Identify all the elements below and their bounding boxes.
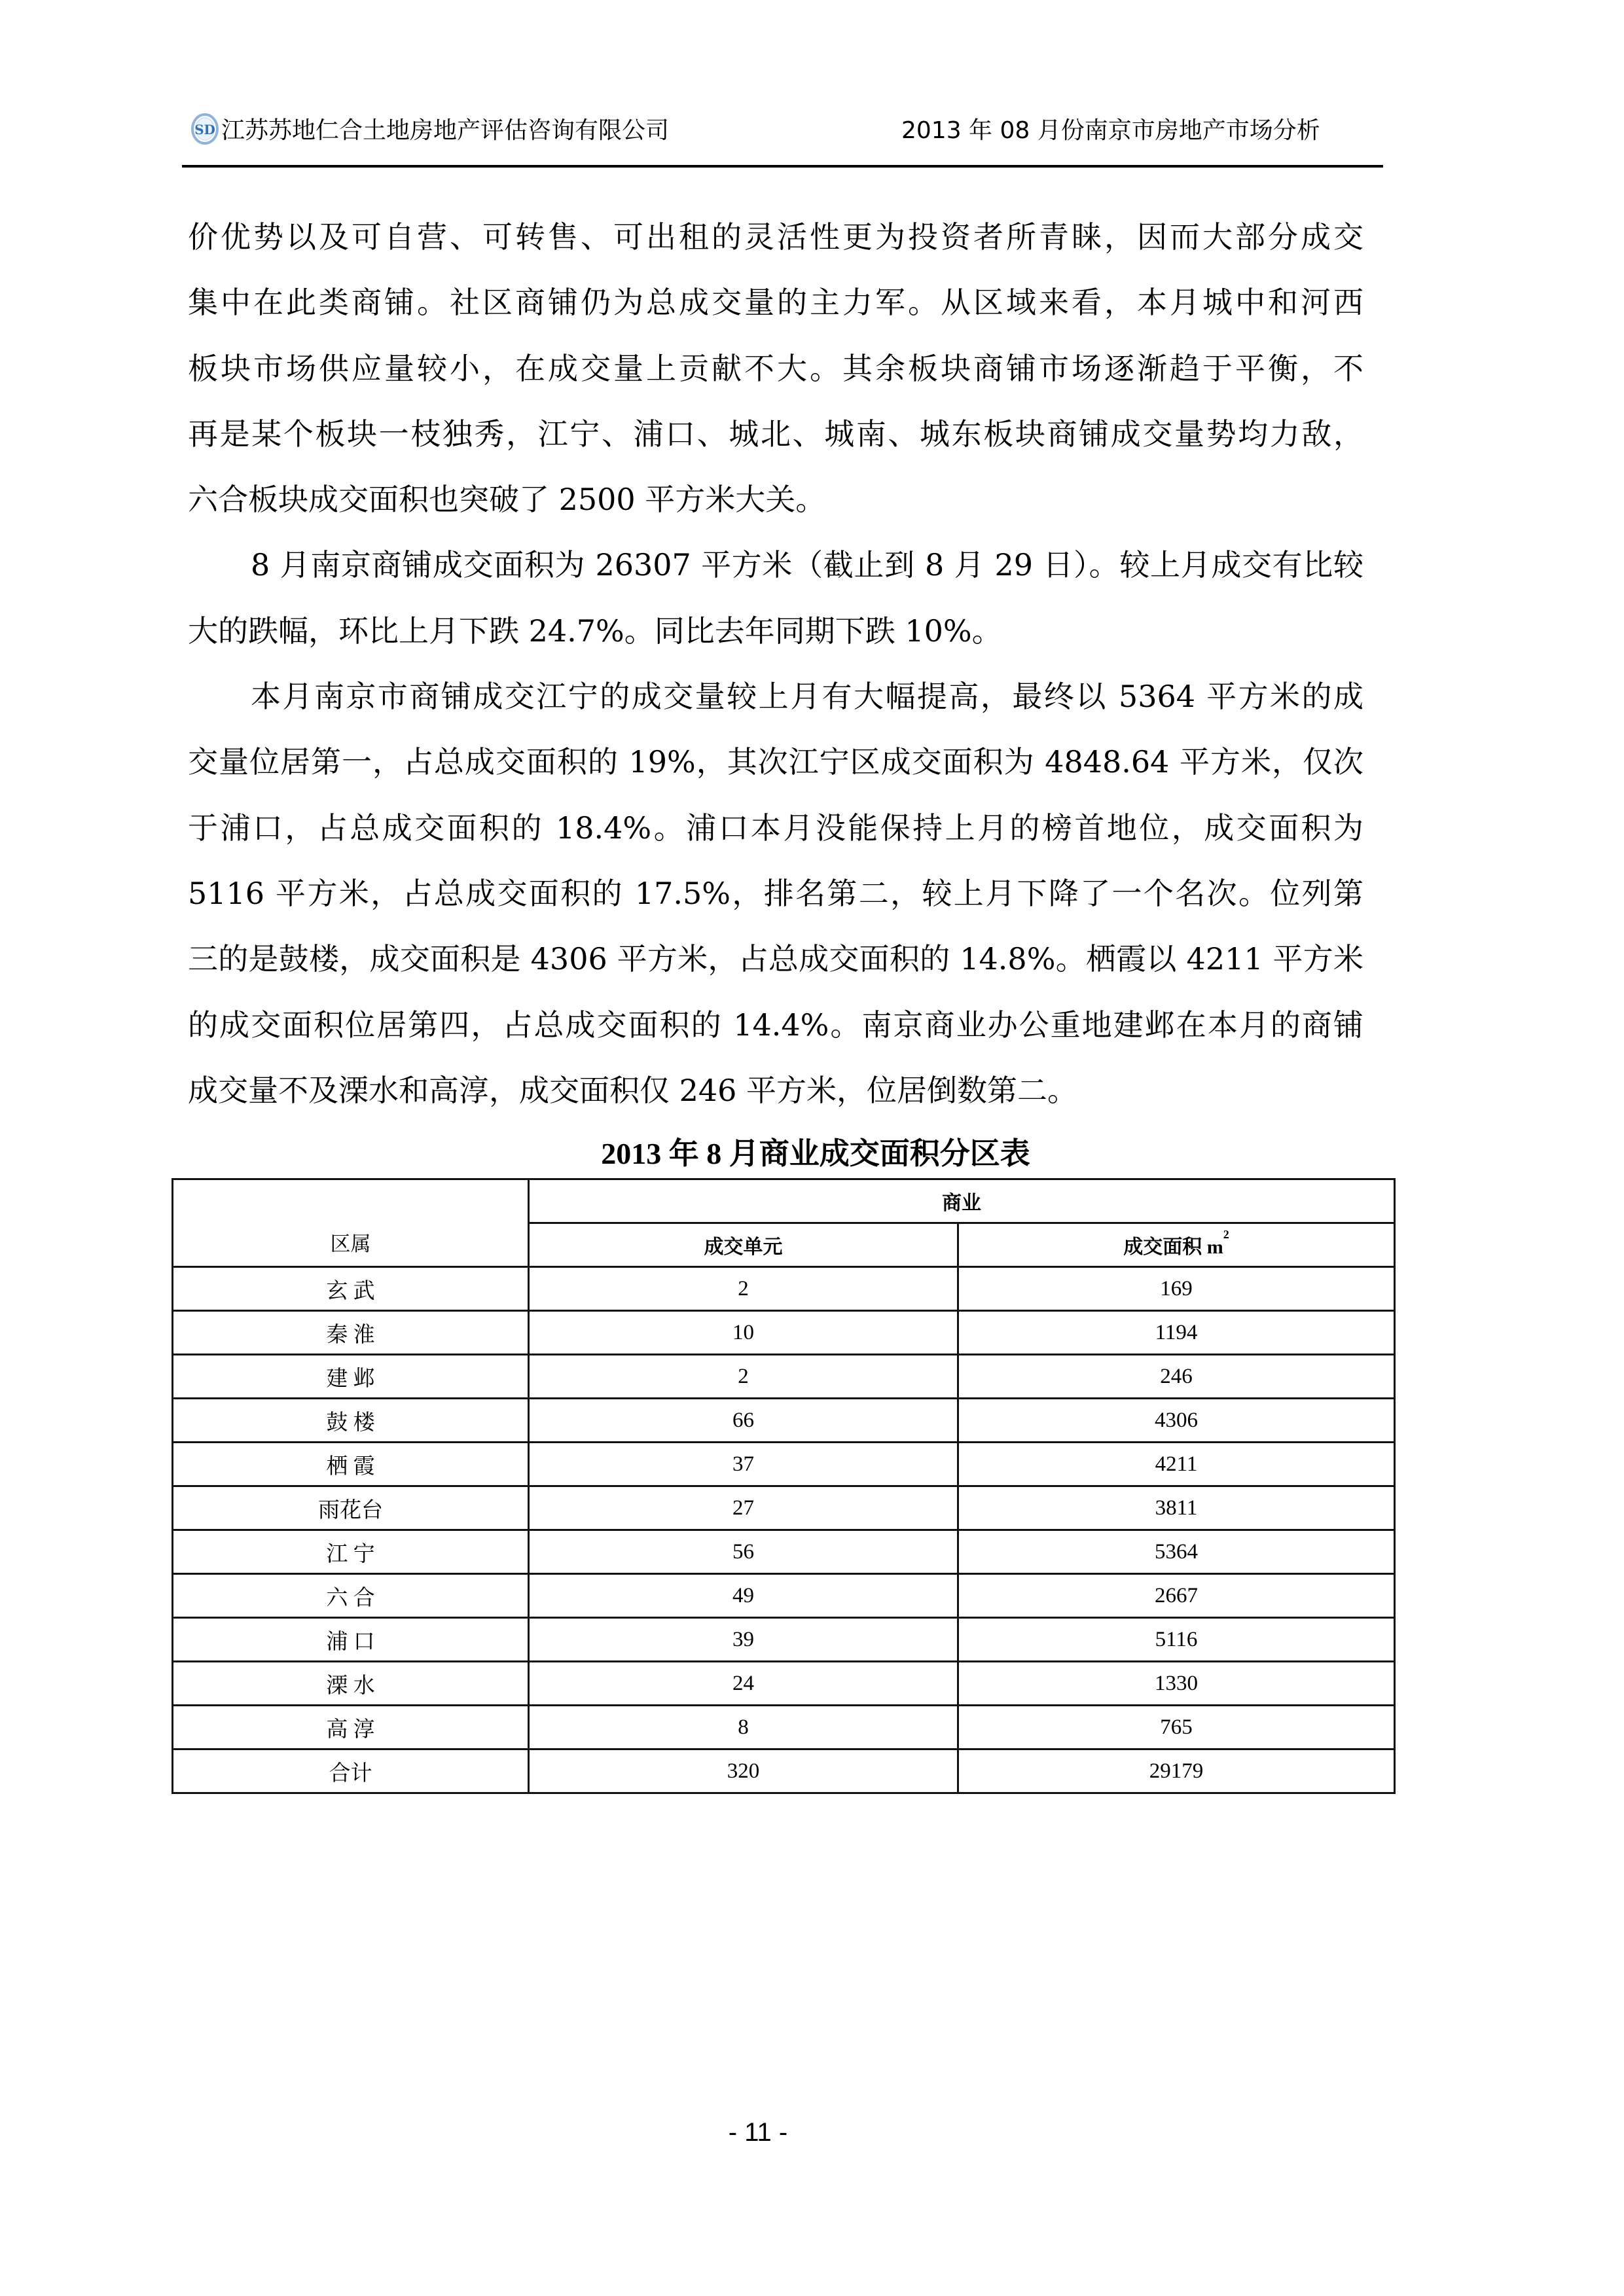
paragraph-3 — [188, 664, 1363, 1123]
header-area-label: 成交面积 m — [1123, 1236, 1223, 1258]
cell-district: 高 淳 — [173, 1706, 529, 1749]
cell-district: 玄 武 — [173, 1267, 529, 1311]
table-header-row — [173, 1179, 1395, 1223]
header-group-commercial: 商业 — [529, 1179, 1395, 1223]
cell-units: 2 — [529, 1267, 958, 1311]
cell-area: 4306 — [958, 1399, 1395, 1443]
cell-district: 合计 — [173, 1749, 529, 1793]
logo-text: SD — [194, 122, 215, 137]
header-area — [958, 1223, 1395, 1267]
header-area-sup: 2 — [1223, 1228, 1229, 1241]
text-line: 交量位居第一，占总成交面积的 19%，其次江宁区成交面积为 4848.64 平方米，仅次 — [188, 744, 1363, 780]
text-line: 8 月南京商铺成交面积为 26307 平方米（截止到 8 月 29 日）。较上月成交有比较 — [251, 547, 1363, 583]
cell-area: 246 — [958, 1355, 1395, 1399]
table-row — [173, 1530, 1395, 1574]
header-units: 成交单元 — [529, 1223, 958, 1267]
cell-units: 2 — [529, 1355, 958, 1399]
text-line: 再是某个板块一枝独秀，江宁、浦口、城北、城南、城东板块商铺成交量势均力敌， — [188, 416, 1363, 452]
cell-units: 27 — [529, 1486, 958, 1530]
company-name: 江苏苏地仁合土地房地产评估咨询有限公司 — [221, 117, 670, 144]
table-row — [173, 1574, 1395, 1618]
cell-district: 六 合 — [173, 1574, 529, 1618]
header-district: 区属 — [173, 1179, 529, 1267]
cell-units: 8 — [529, 1706, 958, 1749]
cell-district: 雨花台 — [173, 1486, 529, 1530]
cell-area: 1330 — [958, 1662, 1395, 1706]
body-text — [188, 204, 1363, 1123]
table-row — [173, 1311, 1395, 1355]
table-row — [173, 1749, 1395, 1793]
table-row — [173, 1618, 1395, 1662]
text-line: 大的跌幅，环比上月下跌 24.7%。同比去年同期下跌 10%。 — [188, 613, 1002, 649]
cell-district: 鼓 楼 — [173, 1399, 529, 1443]
paragraph-1 — [188, 204, 1363, 532]
text-line: 六合板块成交面积也突破了 2500 平方米大关。 — [188, 482, 826, 518]
paragraph-2 — [188, 532, 1363, 664]
cell-units: 39 — [529, 1618, 958, 1662]
cell-area: 5364 — [958, 1530, 1395, 1574]
cell-area: 4211 — [958, 1443, 1395, 1486]
table-row — [173, 1355, 1395, 1399]
cell-district: 溧 水 — [173, 1662, 529, 1706]
cell-area: 29179 — [958, 1749, 1395, 1793]
cell-district: 江 宁 — [173, 1530, 529, 1574]
cell-district: 秦 淮 — [173, 1311, 529, 1355]
table-row — [173, 1486, 1395, 1530]
cell-area: 169 — [958, 1267, 1395, 1311]
text-line: 集中在此类商铺。社区商铺仍为总成交量的主力军。从区域来看，本月城中和河西 — [188, 285, 1363, 321]
header-rule — [182, 165, 1383, 168]
cell-area: 1194 — [958, 1311, 1395, 1355]
table-row — [173, 1662, 1395, 1706]
cell-units: 320 — [529, 1749, 958, 1793]
cell-area: 2667 — [958, 1574, 1395, 1618]
cell-area: 5116 — [958, 1618, 1395, 1662]
page-number: - 11 - — [728, 2118, 788, 2147]
table-title: 2013 年 8 月商业成交面积分区表 — [601, 1137, 1030, 1170]
cell-area: 765 — [958, 1706, 1395, 1749]
report-title: 2013 年 08 月份南京市房地产市场分析 — [901, 117, 1320, 144]
table-row — [173, 1443, 1395, 1486]
text-line: 三的是鼓楼，成交面积是 4306 平方米，占总成交面积的 14.8%。栖霞以 4211 平方米 — [188, 941, 1363, 977]
text-line: 价优势以及可自营、可转售、可出租的灵活性更为投资者所青睐，因而大部分成交 — [188, 219, 1363, 255]
cell-district: 浦 口 — [173, 1618, 529, 1662]
text-line: 于浦口，占总成交面积的 18.4%。浦口本月没能保持上月的榜首地位，成交面积为 — [188, 810, 1363, 846]
cell-units: 37 — [529, 1443, 958, 1486]
cell-units: 10 — [529, 1311, 958, 1355]
text-line: 本月南京市商铺成交江宁的成交量较上月有大幅提高，最终以 5364 平方米的成 — [251, 679, 1363, 715]
table-row — [173, 1399, 1395, 1443]
cell-area: 3811 — [958, 1486, 1395, 1530]
cell-units: 66 — [529, 1399, 958, 1443]
cell-units: 56 — [529, 1530, 958, 1574]
cell-units: 49 — [529, 1574, 958, 1618]
text-line: 成交量不及溧水和高淳，成交面积仅 246 平方米，位居倒数第二。 — [188, 1072, 1078, 1108]
table-row — [173, 1706, 1395, 1749]
cell-units: 24 — [529, 1662, 958, 1706]
text-line: 5116 平方米，占总成交面积的 17.5%，排名第二，较上月下降了一个名次。位列第 — [188, 875, 1363, 911]
cell-district: 建 邺 — [173, 1355, 529, 1399]
cell-district: 栖 霞 — [173, 1443, 529, 1486]
text-line: 的成交面积位居第四，占总成交面积的 14.4%。南京商业办公重地建邺在本月的商铺 — [188, 1007, 1363, 1043]
text-line: 板块市场供应量较小，在成交量上贡献不大。其余板块商铺市场逐渐趋于平衡，不 — [188, 350, 1363, 386]
company-logo — [190, 113, 219, 145]
district-area-table — [171, 1178, 1396, 1794]
sd-logo-icon — [190, 113, 219, 145]
table-row — [173, 1267, 1395, 1311]
